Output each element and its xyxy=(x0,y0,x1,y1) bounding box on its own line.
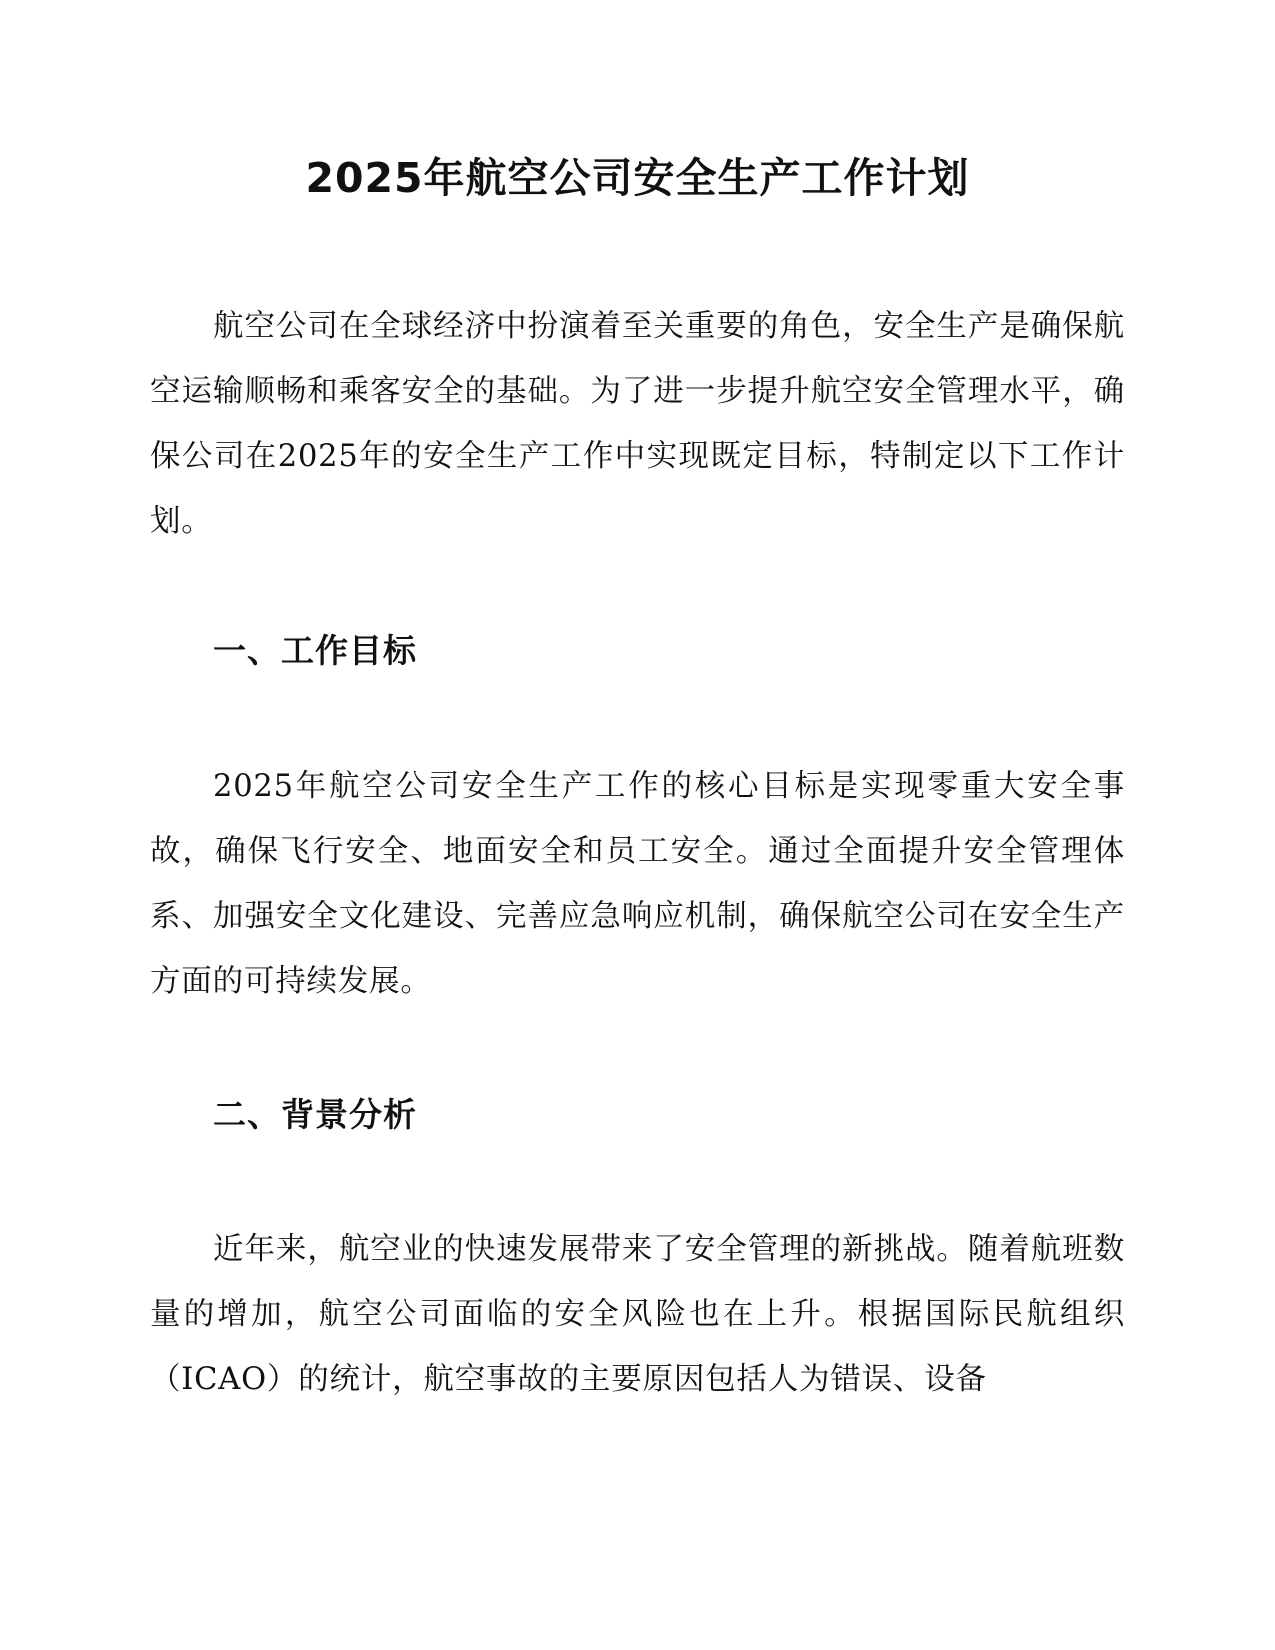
section-heading-background: 二、背景分析 xyxy=(213,1095,417,1134)
section-heading-goals: 一、工作目标 xyxy=(213,631,417,670)
intro-paragraph: 航空公司在全球经济中扮演着至关重要的角色，安全生产是确保航空运输顺畅和乘客安全的基础。为了进一步提升航空安全管理水平，确保公司在2025年的安全生产工作中实现既定目标，特制定以下工作计划。 xyxy=(150,309,1125,539)
section-body-background: 近年来，航空业的快速发展带来了安全管理的新挑战。随着航班数量的增加，航空公司面临的安全风险也在上升。根据国际民航组织（ICAO）的统计，航空事故的主要原因包括人为错误、设备 xyxy=(150,1232,1125,1397)
document-title: 2025年航空公司安全生产工作计划 xyxy=(305,154,970,202)
section-body-goals: 2025年航空公司安全生产工作的核心目标是实现零重大安全事故，确保飞行安全、地面安全和员工安全。通过全面提升安全管理体系、加强安全文化建设、完善应急响应机制，确保航空公司在安全生产方面的可持续发展。 xyxy=(150,769,1125,999)
